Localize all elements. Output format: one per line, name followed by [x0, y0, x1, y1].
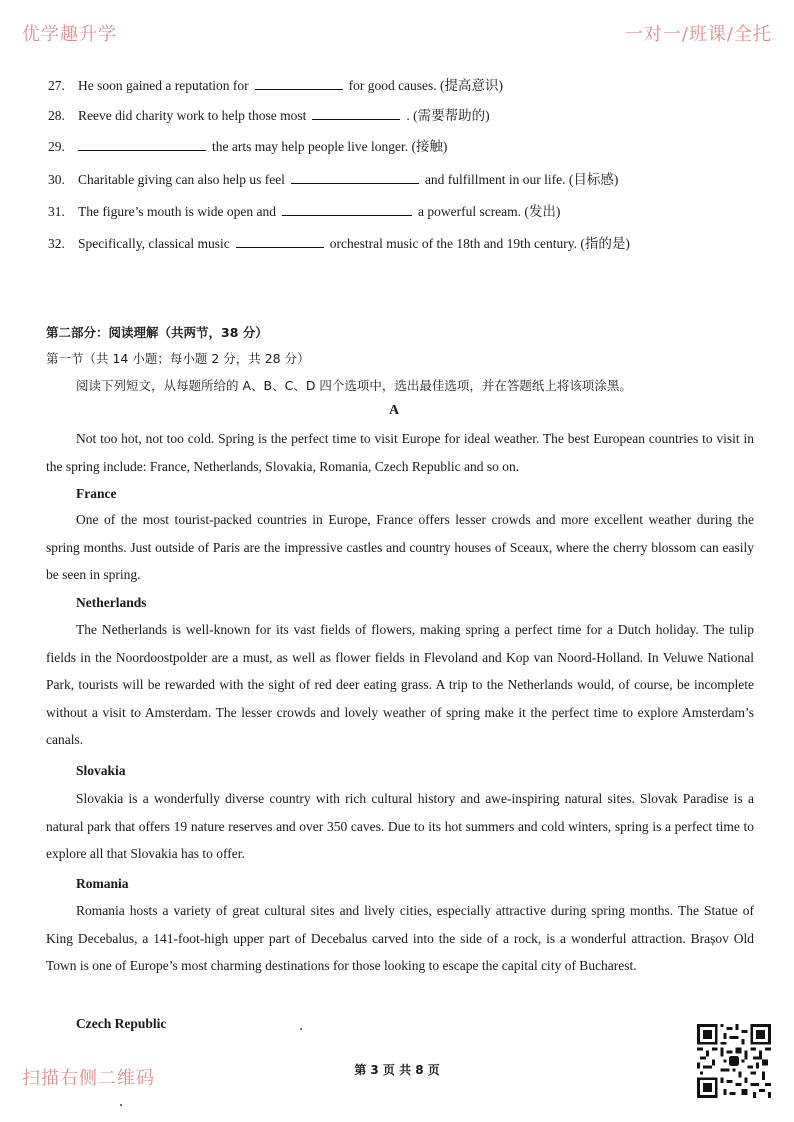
- question-29: [48, 135, 447, 155]
- paragraph-france: One of the most tourist-packed countries in Europe, France offers lesser crowds and more excellent weather during the spring months. Just outside of Paris are the impressive castles and country houses of Sceaux, where the cherry blossom can easily be seen in spring.: [46, 512, 754, 583]
- answer-blank[interactable]: [255, 77, 343, 90]
- question-27: [48, 74, 503, 94]
- answer-blank[interactable]: [282, 203, 412, 216]
- section-subtitle: 第一节（共 14 小题；每小题 2 分，共 28 分）: [46, 351, 310, 366]
- answer-blank[interactable]: [78, 138, 206, 151]
- question-text-before: He soon gained a reputation for: [78, 78, 249, 93]
- answer-blank[interactable]: [312, 107, 400, 120]
- question-32: [48, 232, 630, 252]
- question-text-after: the arts may help people live longer. (接触): [212, 139, 448, 154]
- page-number: 第 3 页 共 8 页: [354, 1063, 440, 1077]
- paragraph-netherlands: The Netherlands is well-known for its vast fields of flowers, making spring a perfect time for a Dutch holiday. The tulip fields in the Noordoostpolder are a must, as well as flower fields in Flevoland and Kop van Noord-Holland. In Veluwe National Park, tourists will be rewarded with the sight of red deer eating grass. A trip to the Netherlands would, of course, be incomplete without a visit to Amsterdam. The lesser crowds and lovely weather of spring make it the perfect time to explore Amsterdam’s canals.: [46, 622, 754, 748]
- question-number: 27.: [48, 78, 65, 93]
- watermark-top-left: 优学趣升学: [22, 24, 117, 45]
- question-text-after: . (需要帮助的): [406, 108, 490, 123]
- question-number: 28.: [48, 108, 65, 123]
- watermark-top-right: 一对一/班课/全托: [624, 24, 772, 45]
- paragraph-slovakia: Slovakia is a wonderfully diverse country with rich cultural history and awe-inspiring natural sites. Slovak Paradise is a natural park that offers 19 nature reserves and over 350 caves. Due to its hot summers and cold winters, spring is a perfect time to explore all that Slovakia has to offer.: [46, 791, 754, 862]
- speck: [300, 1028, 302, 1030]
- heading-romania: Romania: [76, 876, 129, 891]
- answer-blank[interactable]: [236, 235, 324, 248]
- question-text-after: a powerful scream. (发出): [417, 204, 561, 219]
- section-title: 第二部分：阅读理解（共两节，38 分）: [46, 325, 268, 340]
- qr-code-icon[interactable]: [697, 1024, 771, 1098]
- question-28: [48, 104, 490, 124]
- heading-czech-republic: Czech Republic: [76, 1016, 167, 1031]
- watermark-bottom-left: 扫描右侧二维码: [22, 1068, 155, 1089]
- question-number: 31.: [48, 204, 65, 219]
- question-text-before: The figure’s mouth is wide open and: [78, 204, 276, 219]
- answer-blank[interactable]: [291, 171, 419, 184]
- question-number: 32.: [48, 236, 65, 251]
- question-text-before: Reeve did charity work to help those most: [78, 108, 307, 123]
- question-text-after: orchestral music of the 18th and 19th century. (指的是): [329, 236, 630, 251]
- speck: [120, 1104, 122, 1106]
- question-text-before: Specifically, classical music: [78, 236, 230, 251]
- question-text-before: Charitable giving can also help us feel: [78, 172, 285, 187]
- paragraph-romania: Romania hosts a variety of great cultural sites and lively cities, especially attractive during spring months. The Statue of King Decebalus, a 141-foot-high upper part of Decebalus carved into the side of a rock, is a wonderful attraction. Brașov Old Town is one of Europe’s most charming destinations for those looking to escape the capital city of Bucharest.: [46, 903, 754, 974]
- section-instruction: 阅读下列短文，从每题所给的 A、B、C、D 四个选项中，选出最佳选项，并在答题纸上将该项涂黑。: [76, 378, 632, 393]
- passage-label: A: [389, 403, 400, 418]
- question-text-after: and fulfillment in our life. (目标感): [424, 172, 619, 187]
- question-text-after: for good causes. (提高意识): [348, 78, 504, 93]
- question-31: [48, 200, 560, 220]
- heading-france: France: [76, 486, 117, 501]
- heading-netherlands: Netherlands: [76, 595, 147, 610]
- question-30: [48, 168, 618, 188]
- heading-slovakia: Slovakia: [76, 763, 126, 778]
- question-number: 30.: [48, 172, 65, 187]
- passage-intro: Not too hot, not too cold. Spring is the perfect time to visit Europe for ideal weather. The best European countries to visit in the spring include: France, Netherlands, Slovakia, Romania, Czech Republic and so on.: [46, 431, 754, 474]
- question-number: 29.: [48, 139, 65, 154]
